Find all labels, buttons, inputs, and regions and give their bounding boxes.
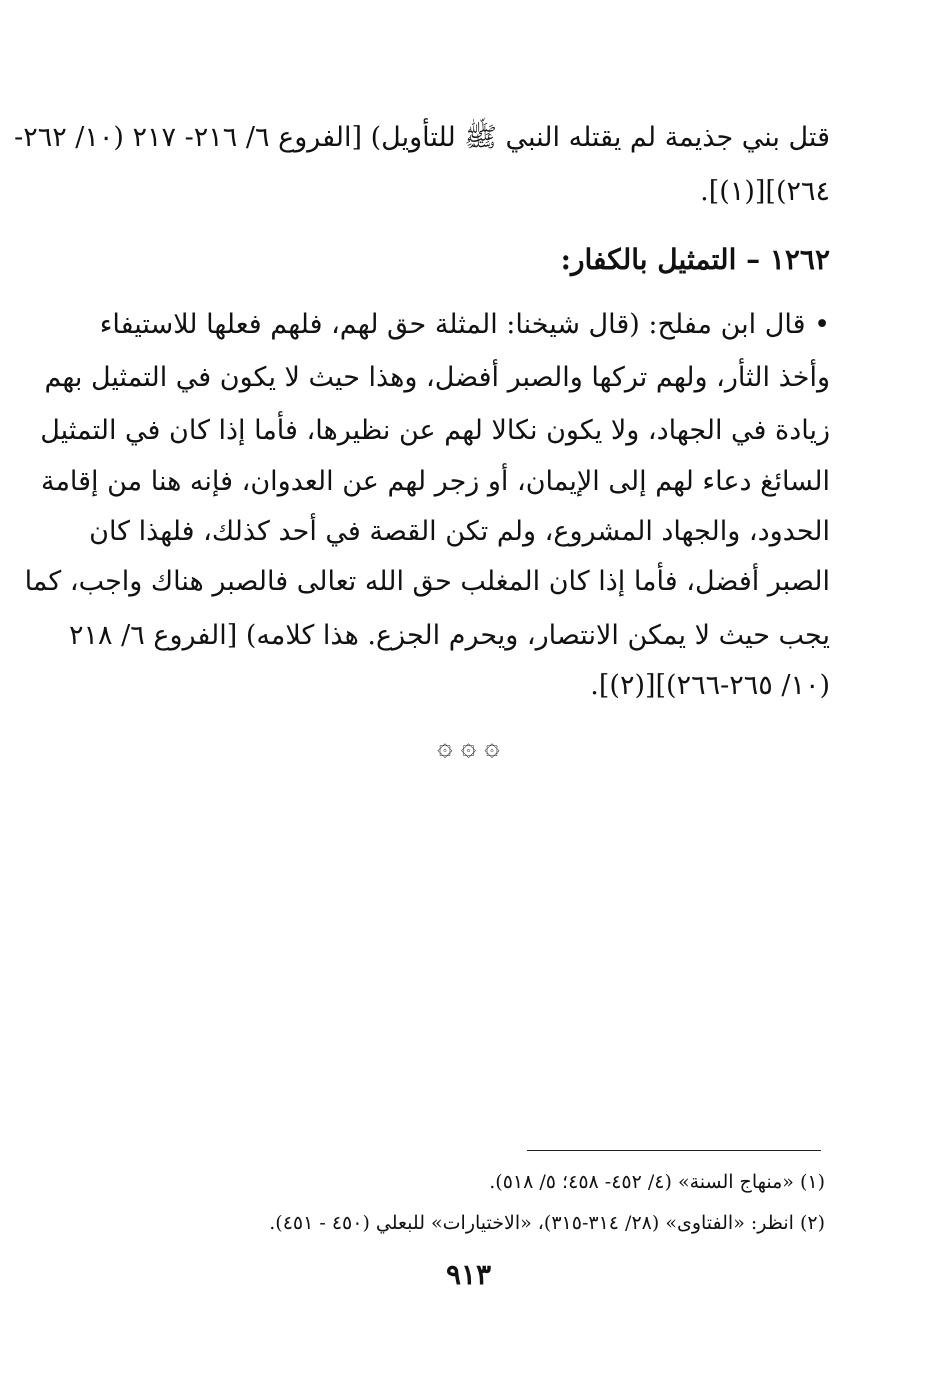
footnote: (٢) انظر: «الفتاوى» (٢٨/ ٣١٤-٣١٥)، «الاختيارات» للبعلي (٤٥٠ - ٤٥١). [269, 1212, 825, 1234]
section-ornament-divider: ۞ ۞ ۞ [437, 732, 500, 762]
paragraph-line: وأخذ الثأر، ولهم تركها والصبر أفضل، وهذا حيث لا يكون في التمثيل بهم [44, 362, 830, 393]
footnote: (١) «منهاج السنة» (٤/ ٤٥٢- ٤٥٨؛ ٥/ ٥١٨). [489, 1171, 825, 1193]
section-heading: ١٢٦٢ – التمثيل بالكفار: [560, 243, 830, 276]
paragraph-line: زيادة في الجهاد، ولا يكون نكالا لهم عن نظيرها، فأما إذا كان في التمثيل [40, 415, 830, 446]
paragraph-line: الحدود، والجهاد المشروع، ولم تكن القصة في أحد كذلك، فلهذا كان [89, 516, 830, 547]
paragraph-line: (١٠/ ٢٦٥-٢٦٦)][(٢)]. [590, 670, 830, 701]
paragraph-line: السائغ دعاء لهم إلى الإيمان، أو زجر لهم عن العدوان، فإنه هنا من إقامة [40, 466, 830, 497]
footnote-separator [527, 1150, 821, 1151]
paragraph-line: يجب حيث لا يمكن الانتصار، ويحرم الجزع. هذا كلامه) [الفروع ٦/ ٢١٨ [69, 620, 830, 651]
paragraph-line: الصبر أفضل، فأما إذا كان المغلب حق الله تعالى فالصبر هناك واجب، كما [24, 566, 830, 597]
paragraph-line: • قال ابن مفلح: (قال شيخنا: المثلة حق لهم، فلهم فعلها للاستيفاء [99, 309, 830, 340]
body-line: قتل بني جذيمة لم يقتله النبي ﷺ للتأويل) [الفروع ٦/ ٢١٦- ٢١٧ (١٠/ ٢٦٢- [14, 122, 830, 153]
body-line: ٢٦٤)][(١)]. [700, 176, 830, 207]
page-number: ٩١٣ [445, 1258, 492, 1291]
